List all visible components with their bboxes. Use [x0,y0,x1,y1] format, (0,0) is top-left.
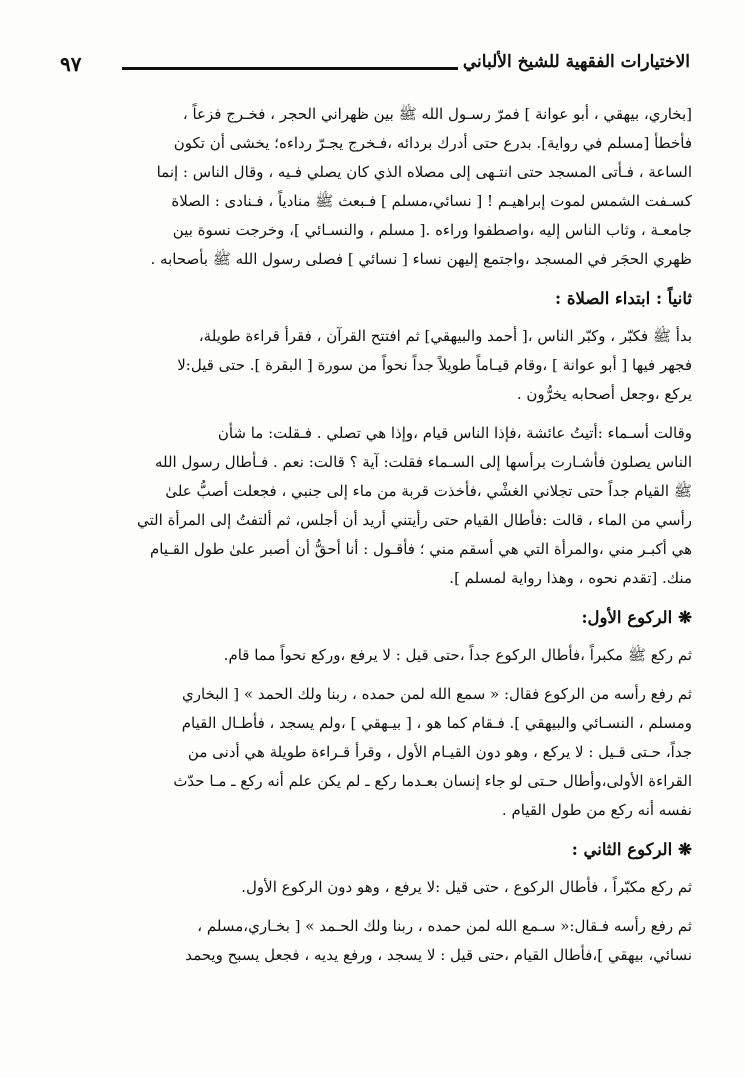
section-heading-text: ثانياً : ابتداء الصلاة : [555,289,692,308]
text-line: جداً، حـتى قـيل : لا يركع ، وهو دون القيـام الأول ، وقرأ قـراءة طويلة هي أدنى من [187,743,692,761]
text-line: بدأ ﷺ فكبّر ، وكبّر الناس ،[ أحمد والبيهقي] ثم افتتح القرآن ، فقرأ قراءة طويلة، [198,327,692,345]
text-line: نفسه أنه ركع من طول القيام . [501,801,692,819]
text-line: ثم ركع مكبّراً ، فأطال الركوع ، حتى قيل :لا يرفع ، وهو دون الركوع الأول. [241,878,692,896]
text-line: فجهر فيها [ أبو عوانة ] ،وقام قيـاماً طويلاً جداً نحواً من سورة [ البقرة ]. حتى قيل:لا [177,356,692,374]
body-text [64,100,692,1060]
text-line: جامعـة ، وثاب الناس إليه ،واصطفوا وراءه .[ مسلم ، والنسـائي ]، وخرجت نسوة بين [172,221,692,239]
text-line: فأخطأ [مسلم في رواية]. بدرع حتى أدرك بردائه ،فـخرج يجـرّ رداءه؛ يخشى أن تكون [173,134,692,152]
text-line: ثم رفع رأسه فـقال:« سـمع الله لمن حمده ، ربنا ولك الحـمد » [ بخـاري،مسلم ، [197,917,692,935]
text-line: ثم رفع رأسه من الركوع فقال: « سمع الله لمن حمده ، ربنا ولك الحمد » [ البخاري [181,685,692,703]
text-line: هي أكبـر مني ،والمرأة التي هي أسقم مني ؛ فأقـول : أنا أحقُّ أن أصبر علىٰ طول القـيام [149,540,692,558]
paragraph [64,641,692,670]
text-line: ﷺ القيام جداً حتى تجلاني الغشْي ،فأخذت قربة من ماء إلى جنبي ، فجعلت أصبُّ علىٰ [165,482,692,500]
paragraph [64,100,692,274]
text-line: وقالت أسـماء :أتيتُ عائشة ،فإذا الناس قيام ،وإذا هي تصلي . فـقلت: ما شأن [217,424,692,442]
text-line: الناس يصلون فأشـارت برأسها إلى السـماء فقلت: آية ؟ قالت: نعم . فـأطال رسول الله [154,453,692,471]
asterisk-icon: ❋ [678,608,692,627]
page-number: ٩٧ [60,52,82,76]
text-line: يركع ،وجعل أصحابه يخرُّون . [516,385,692,403]
section-heading-text: الركوع الأول: [581,608,673,627]
text-line: ومسلم ، النسـائي والبيهقي ]. فـقام كما هو ، [ بيـهقي ] ،ولم يسجد ، فأطـال القيام [181,714,692,732]
paragraph [64,873,692,902]
section-heading [64,835,692,865]
book-title: الاختيارات الفقهية للشيخ الألباني [462,52,690,72]
paragraph [64,419,692,593]
paragraph [64,912,692,970]
section-heading [64,603,692,633]
text-line: الساعة ، فـأتى المسجد حتى انتـهى إلى مصلاه الذي كان يصلي فـيه ، وقال الناس : إنما [156,163,692,181]
header-rule [122,67,458,70]
text-line: منك. [تقدم نحوه ، وهذا رواية لمسلم ]. [449,569,692,587]
text-line: نسائي، بيهقي ]،فأطال القيام ،حتى قيل : لا يسجد ، ورفع يديه ، فجعل يسبح ويحمد [185,946,692,964]
paragraph [64,680,692,825]
text-line: ثم ركع ﷺ مكبراً ،فأطال الركوع جداً ،حتى قيل : لا يرفع ،وركع نحواً مما قام. [223,646,692,664]
paragraph [64,322,692,409]
text-line: ظهري الحجَر في المسجد ،واجتمع إليهن نساء [ نسائي ] فصلى رسول الله ﷺ بأصحابه . [150,250,692,268]
text-line: القراءة الأولى،وأطال حـتى لو جاء إنسان بعـدما ركع ـ لم يكن علم أنه ركع ـ مـا حدّث [173,772,692,790]
section-heading-text: الركوع الثاني : [571,840,673,859]
text-line: [بخاري، بيهقي ، أبو عوانة ] فمرّ رسـول الله ﷺ بين ظهراني الحجر ، فخـرج فزعاً ، [182,105,692,123]
running-header [60,52,690,86]
text-line: كسـفت الشمس لموت إبراهيـم ! [ نسائي،مسلم ] فـبعث ﷺ منادياً ، فـنادى : الصلاة [171,192,692,210]
asterisk-icon: ❋ [678,840,692,859]
text-line: رأسي من الماء ، قالت :فأطال القيام حتى رأيتني أريد أن أجلس، ثم ألتفتُ إلى المرأة التي [137,511,692,529]
section-heading [64,284,692,314]
